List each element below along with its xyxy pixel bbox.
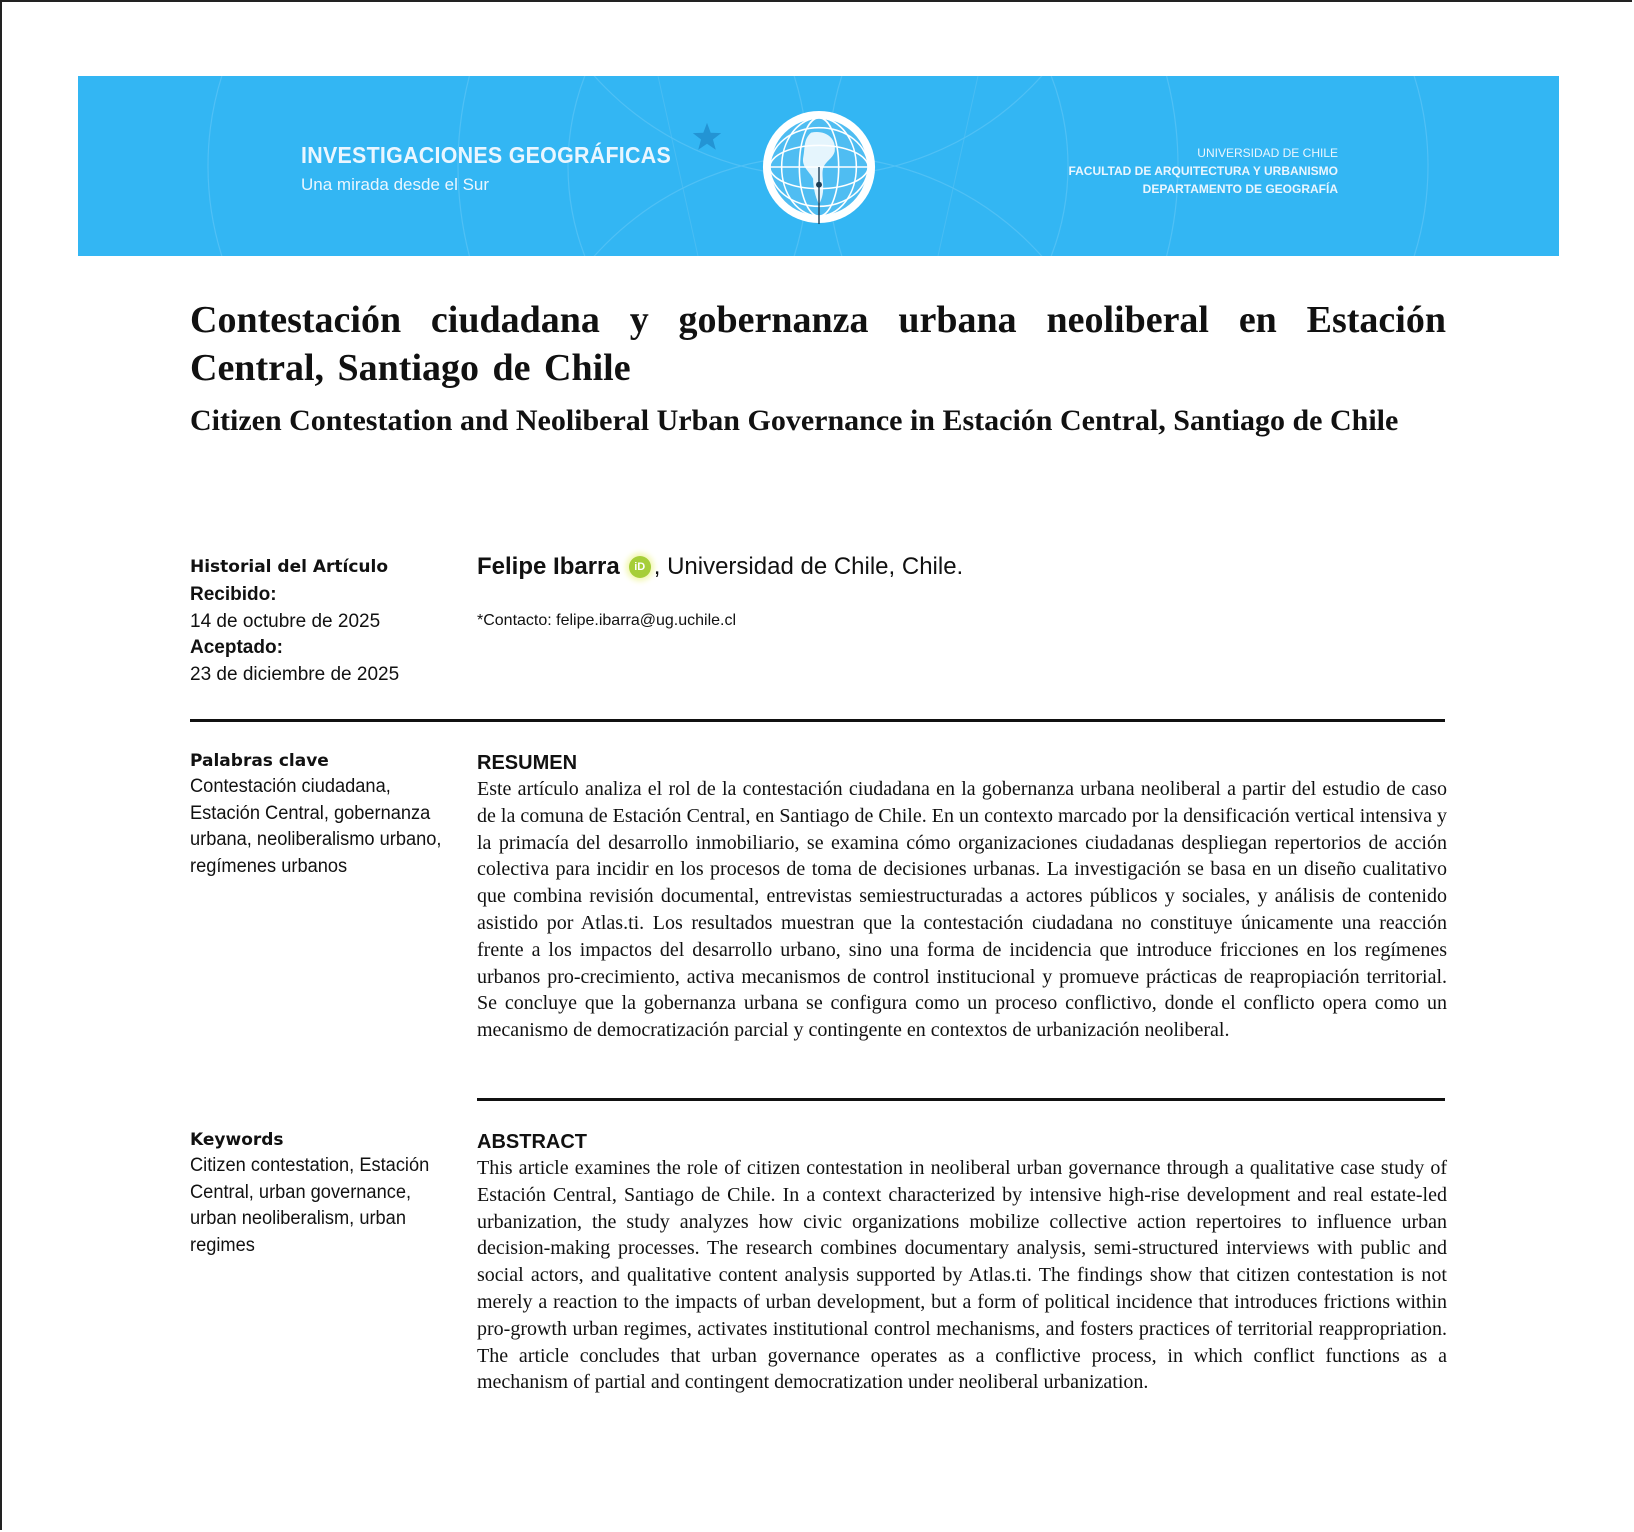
faculty-name: FACULTAD DE ARQUITECTURA Y URBANISMO (1068, 164, 1338, 178)
star-icon (690, 120, 724, 154)
history-heading: Historial del Artículo (190, 557, 389, 577)
author-name: Felipe Ibarra (477, 553, 620, 580)
department-name: DEPARTAMENTO DE GEOGRAFÍA (1142, 182, 1338, 196)
keywords-es-text: Contestación ciudadana, Estación Central, gobernanza urbana, neoliberalismo urbano, regímenes urbanos (190, 776, 442, 877)
accepted-date: 23 de diciembre de 2025 (190, 664, 400, 685)
received-label: Recibido: (190, 584, 277, 605)
resumen-text: Este artículo analiza el rol de la contestación ciudadana en la gobernanza urbana neoliberal a partir del estudio de caso de la comuna de Estación Central, en Santiago de Chile. En un contexto marcado por la densificación vertical intensiva y la primacía del desarrollo inmobiliario, se examina cómo organizaciones ciudadanas despliegan repertorios de acción colectiva para incidir en los procesos de toma de decisiones urbanas. La investigación se basa en un diseño cualitativo que combina revisión documental, entrevistas semiestructuradas a actores públicos y sociales, y análisis de contenido asistido por Atlas.ti. Los resultados muestran que la contestación ciudadana no constituye únicamente una reacción frente a los impactos del desarrollo urbano, sino una forma de incidencia que introduce fricciones en los regímenes urbanos pro-crecimiento, activa mecanismos de control institucional y promueve prácticas de reapropiación territorial. Se concluye que la gobernanza urbana se configura como un proceso conflictivo, donde el conflicto opera como un mecanismo de democratización parcial y contingente en contextos de urbanización neoliberal. (477, 778, 1447, 1042)
received-date: 14 de octubre de 2025 (190, 611, 381, 632)
divider (190, 719, 1445, 722)
university-name: UNIVERSIDAD DE CHILE (1197, 146, 1338, 160)
article-title-en: Citizen Contestation and Neoliberal Urban Governance in Estación Central, Santiago de Chile (190, 404, 1399, 437)
accepted-label: Aceptado: (190, 637, 283, 658)
keywords-en-text: Citizen contestation, Estación Central, urban governance, urban neoliberalism, urban regimes (190, 1155, 430, 1256)
journal-banner (78, 76, 1559, 256)
orcid-icon[interactable]: iD (629, 556, 651, 578)
university-affiliation (1068, 144, 1338, 198)
journal-tagline: Una mirada desde el Sur (301, 175, 490, 194)
resumen-heading: RESUMEN (477, 752, 578, 774)
journal-name: INVESTIGACIONES GEOGRÁFICAS (301, 142, 672, 168)
keywords-en-section (190, 1127, 450, 1259)
keywords-en-heading: Keywords (190, 1130, 284, 1150)
article-history (190, 554, 450, 688)
keywords-es-heading: Palabras clave (190, 751, 329, 771)
globe-icon (760, 108, 878, 226)
divider (477, 1098, 1445, 1101)
article-title-es: Contestación ciudadana y gobernanza urbana neoliberal en Estación Central, Santiago de Chile (190, 299, 1446, 389)
contact-email[interactable]: *Contacto: felipe.ibarra@ug.uchile.cl (477, 612, 737, 629)
keywords-es-section (190, 748, 450, 880)
author-line (477, 551, 963, 583)
abstract-text: This article examines the role of citizen contestation in neoliberal urban governance through a qualitative case study of Estación Central, Santiago de Chile. In a context characterized by intensive high-rise development and real estate-led urbanization, the study analyzes how civic organizations mobilize collective action repertoires to influence urban decision-making processes. The research combines documentary analysis, semi-structured interviews with public and social actors, and qualitative content analysis supported by Atlas.ti. The findings show that citizen contestation is not merely a reaction to the impacts of urban development, but a form of political incidence that introduces frictions within pro-growth urban regimes, activates institutional control mechanisms, and fosters practices of territorial reappropriation. The article concludes that urban governance operates as a conflictive process, in which conflict functions as a mechanism of partial and contingent democratization under neoliberal urbanization. (477, 1157, 1447, 1394)
abstract-heading: ABSTRACT (477, 1131, 587, 1153)
author-affiliation: , Universidad de Chile, Chile. (653, 553, 964, 580)
